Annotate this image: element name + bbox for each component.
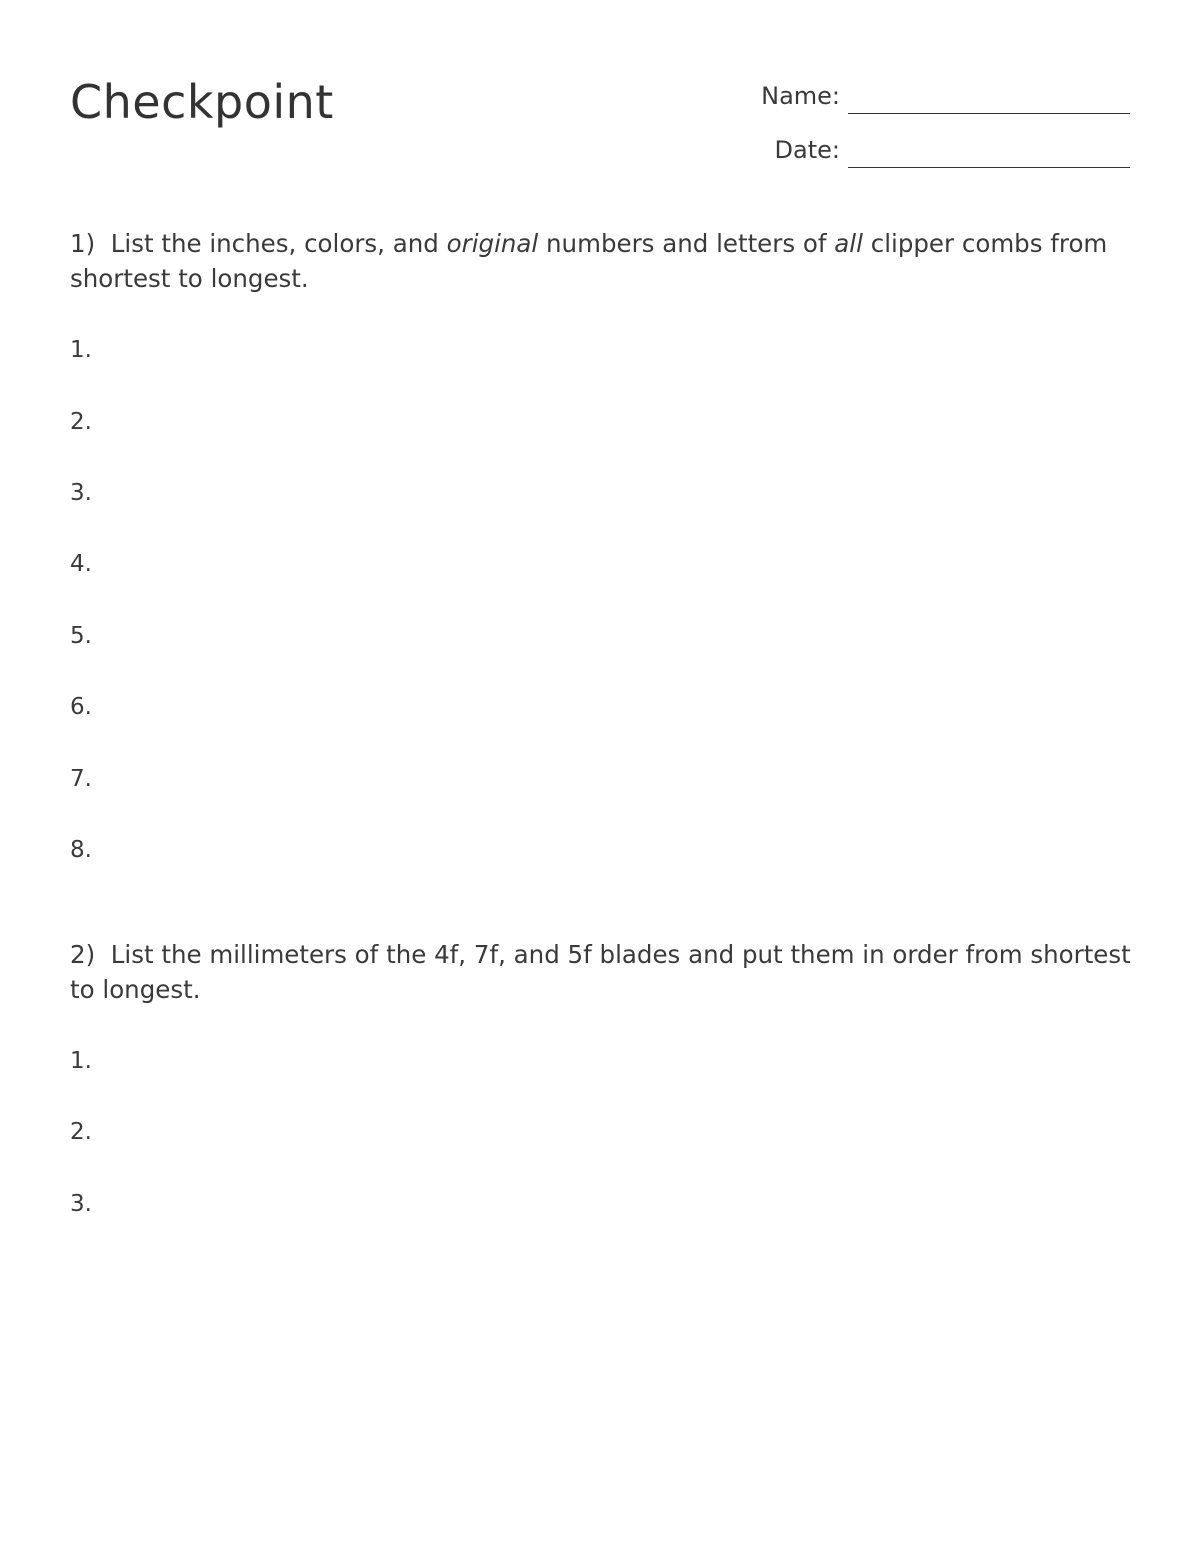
q1-answer-item: 6. xyxy=(70,694,92,720)
question-2 xyxy=(70,937,1132,1007)
q1-answer-item: 5. xyxy=(70,623,92,649)
date-label: Date: xyxy=(774,136,840,164)
page-title: Checkpoint xyxy=(70,75,334,129)
q2-answer-item: 3. xyxy=(70,1191,92,1217)
date-field[interactable] xyxy=(700,130,1130,170)
question-1-emphasis-original: original xyxy=(446,229,539,258)
question-1-text-b: numbers and letters of xyxy=(546,229,827,258)
question-1-text-c: clipper combs from shortest to longest. xyxy=(70,229,1108,293)
name-underline[interactable] xyxy=(848,113,1130,114)
question-1-emphasis-all: all xyxy=(834,229,863,258)
q2-answer-item: 2. xyxy=(70,1119,92,1145)
q1-answer-item: 8. xyxy=(70,837,92,863)
q1-answer-item: 1. xyxy=(70,337,92,363)
q1-answer-item: 7. xyxy=(70,766,92,792)
q1-answer-item: 4. xyxy=(70,551,92,577)
name-label: Name: xyxy=(761,82,840,110)
q2-answer-item: 1. xyxy=(70,1048,92,1074)
name-field[interactable] xyxy=(700,76,1130,116)
q1-answer-item: 3. xyxy=(70,480,92,506)
date-underline[interactable] xyxy=(848,167,1130,168)
question-1-text-a: List the inches, colors, and xyxy=(110,229,439,258)
question-2-number: 2) xyxy=(70,940,96,969)
question-2-text: List the millimeters of the 4f, 7f, and 5f blades and put them in order from shortest to longest. xyxy=(70,940,1131,1004)
q1-answer-item: 2. xyxy=(70,409,92,435)
question-1 xyxy=(70,226,1132,296)
question-1-number: 1) xyxy=(70,229,96,258)
